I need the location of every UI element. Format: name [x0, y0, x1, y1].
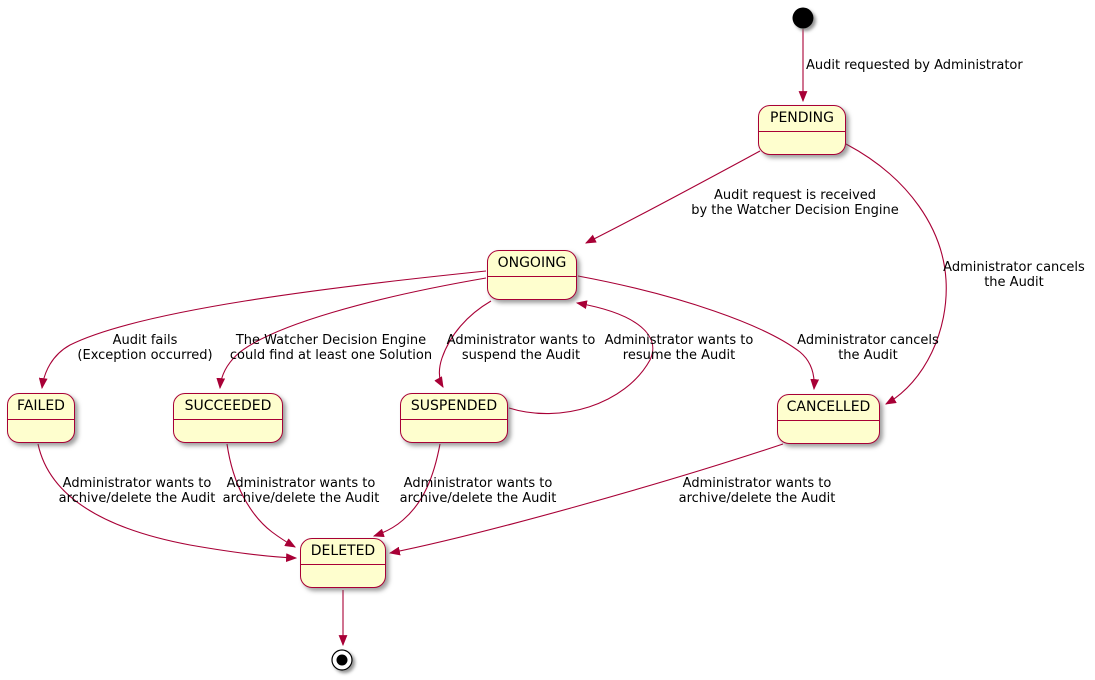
state-failed-label: FAILED: [8, 394, 74, 420]
label-ongoing-suspended: Administrator wants to suspend the Audit: [446, 333, 596, 363]
state-cancelled-body: [778, 421, 879, 441]
state-cancelled-label: CANCELLED: [778, 395, 879, 421]
label-ongoing-succeeded: The Watcher Decision Engine could find at least one Solution: [229, 333, 433, 363]
state-succeeded: [173, 393, 283, 443]
state-pending-label: PENDING: [759, 106, 845, 132]
state-ongoing: [487, 250, 577, 300]
label-pending-ongoing: Audit request is received by the Watcher Decision Engine: [691, 188, 899, 218]
state-ongoing-label: ONGOING: [488, 251, 576, 277]
final-state: [332, 650, 352, 670]
state-suspended-body: [401, 420, 507, 440]
label-pending-cancelled: Administrator cancels the Audit: [943, 260, 1085, 290]
state-suspended: [400, 393, 508, 443]
label-failed-deleted: Administrator wants to archive/delete the Audit: [58, 476, 216, 506]
label-succeeded-deleted: Administrator wants to archive/delete the Audit: [222, 476, 380, 506]
state-deleted-body: [301, 565, 385, 585]
state-ongoing-body: [488, 277, 576, 297]
state-cancelled: [777, 394, 880, 444]
state-failed-body: [8, 420, 74, 440]
state-pending: [758, 105, 846, 155]
label-cancelled-deleted: Administrator wants to archive/delete the Audit: [678, 476, 836, 506]
state-suspended-label: SUSPENDED: [401, 394, 507, 420]
label-initial-pending: Audit requested by Administrator: [806, 58, 1023, 73]
label-suspended-ongoing: Administrator wants to resume the Audit: [604, 333, 754, 363]
state-pending-body: [759, 132, 845, 152]
label-ongoing-failed: Audit fails (Exception occurred): [77, 333, 213, 363]
label-ongoing-cancelled: Administrator cancels the Audit: [797, 333, 939, 363]
state-deleted-label: DELETED: [301, 539, 385, 565]
state-failed: [7, 393, 75, 443]
initial-state: [793, 8, 814, 29]
state-succeeded-body: [174, 420, 282, 440]
state-deleted: [300, 538, 386, 588]
label-suspended-deleted: Administrator wants to archive/delete the Audit: [399, 476, 557, 506]
state-succeeded-label: SUCCEEDED: [174, 394, 282, 420]
edge-ongoing-failed: [42, 271, 486, 388]
edge-pending-cancelled: [846, 144, 946, 404]
